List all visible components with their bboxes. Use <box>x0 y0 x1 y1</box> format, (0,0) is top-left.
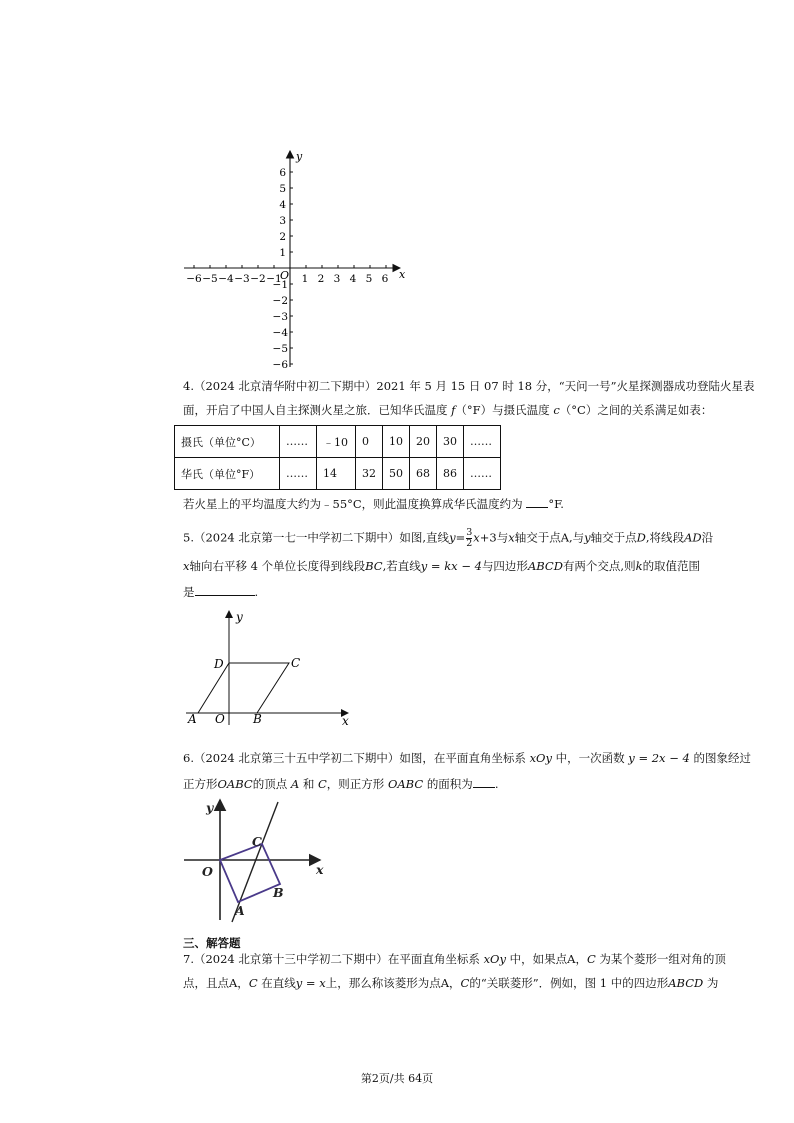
y-axis-label: y <box>206 800 214 815</box>
y-tick-label: 2 <box>279 231 286 243</box>
table-cell: 86 <box>437 458 464 490</box>
table-cell: …… <box>464 458 501 490</box>
answer-blank[interactable] <box>473 775 495 788</box>
x-axis-label: x <box>316 862 324 877</box>
answer-blank[interactable] <box>526 495 548 508</box>
q5-text-line-1: 5.（2024 北京第一七一中学初二下期中）如图,直线y= $\frac{3}{2}$ x+3与x轴交于点A,与y轴交于点D,将线段AD沿 <box>183 527 714 549</box>
q5-text-line-3: 是 . <box>183 585 259 599</box>
x-axis-label: x <box>342 714 349 727</box>
table-cell: 14 <box>317 458 356 490</box>
q4-text-line-2: 面，开启了中国人自主探测火星之旅．已知华氏温度 f（°F）与摄氏温度 c（°C）之间的关系满足如表： <box>183 403 713 417</box>
table-cell: 50 <box>383 458 410 490</box>
y-tick-label: 3 <box>279 215 286 227</box>
point-c-label: C <box>291 656 301 670</box>
x-tick-label: 3 <box>333 273 341 285</box>
answer-blank[interactable] <box>195 583 255 596</box>
table-cell: 摄氏（单位°C） <box>175 426 280 458</box>
table-cell: ﹣10 <box>317 426 356 458</box>
table-cell: 华氏（单位°F） <box>175 458 280 490</box>
table-cell: …… <box>280 458 317 490</box>
square-oabc <box>220 844 280 902</box>
table-cell: …… <box>280 426 317 458</box>
table-cell: 68 <box>410 458 437 490</box>
table-cell: 32 <box>356 458 383 490</box>
y-tick-label: −5 <box>272 343 288 355</box>
y-axis-label: y <box>236 610 243 624</box>
table-cell: 30 <box>437 426 464 458</box>
x-tick-label: 5 <box>365 273 373 285</box>
y-tick-label: 5 <box>279 183 286 195</box>
table-row-celsius <box>175 426 501 458</box>
y-axis-label: y <box>296 150 303 163</box>
coordinate-axes-figure <box>178 145 410 373</box>
point-b-label: B <box>253 712 262 726</box>
temperature-table <box>174 425 501 490</box>
q7-text-line-1: 7.（2024 北京第十三中学初二下期中）在平面直角坐标系 xOy 中，如果点A，C 为某个菱形一组对角的顶 <box>183 952 726 966</box>
table-row-fahrenheit <box>175 458 501 490</box>
point-d-label: D <box>214 657 224 671</box>
y-tick-label: −4 <box>272 327 288 339</box>
y-tick-label: 1 <box>279 247 286 259</box>
x-tick-label: 6 <box>381 273 389 285</box>
x-tick-label: −5 <box>202 273 218 285</box>
x-tick-label: −4 <box>218 273 234 285</box>
y-tick-label: 6 <box>279 167 286 179</box>
x-axis-label: x <box>399 268 406 281</box>
x-tick-label: 1 <box>301 273 309 285</box>
q7-text-line-2: 点，且点A，C 在直线y = x上，那么称该菱形为点A，C的“关联菱形”．例如，图 1 中的四边形ABCD 为 <box>183 976 719 990</box>
q5-text-line-2: x轴向右平移 4 个单位长度得到线段BC,若直线y = kx − 4与四边形ABCD有两个交点,则k的取值范围 <box>183 559 701 573</box>
origin-label: O <box>215 712 225 726</box>
point-a-label: A <box>188 712 197 726</box>
y-tick-label: −1 <box>272 279 288 291</box>
fraction: $\frac{3}{2}$ <box>466 527 473 549</box>
q6-text-line-1: 6.（2024 北京第三十五中学初二下期中）如图，在平面直角坐标系 xOy 中，一次函数 y = 2x − 4 的图象经过 <box>183 751 751 765</box>
q4-after-table: 若火星上的平均温度大约为﹣55°C，则此温度换算成华氏温度约为 °F. <box>183 497 564 511</box>
point-b-label: B <box>273 885 284 900</box>
x-tick-label: 4 <box>349 273 357 285</box>
point-c-label: C <box>252 834 262 849</box>
point-a-label: A <box>235 903 245 918</box>
y-tick-label: −6 <box>272 359 288 371</box>
q6-text-line-2: 正方形OABC的顶点 A 和 C，则正方形 OABC 的面积为 . <box>183 777 499 791</box>
x-tick-label: −1 <box>266 273 282 285</box>
y-tick-label: −3 <box>272 311 288 323</box>
parallelogram-figure <box>180 605 360 727</box>
table-cell: 0 <box>356 426 383 458</box>
x-tick-label: −6 <box>186 273 202 285</box>
table-cell: 10 <box>383 426 410 458</box>
section-title: 三、解答题 <box>183 936 241 950</box>
table-cell: 20 <box>410 426 437 458</box>
square-figure <box>180 796 330 932</box>
page-footer: 第2页/共 64页 <box>360 1072 434 1085</box>
x-tick-label: −3 <box>234 273 250 285</box>
origin-label: O <box>202 864 213 879</box>
y-tick-label: −2 <box>272 295 288 307</box>
x-tick-label: 2 <box>317 273 325 285</box>
q4-text-line-1: 4.（2024 北京清华附中初二下期中）2021 年 5 月 15 日 07 时 18 分，“天问一号”火星探测器成功登陆火星表 <box>183 379 755 393</box>
y-tick-label: 4 <box>279 199 286 211</box>
parallelogram-abcd <box>198 663 289 713</box>
table-cell: …… <box>464 426 501 458</box>
x-tick-label: −2 <box>250 273 266 285</box>
origin-label: O <box>280 269 290 282</box>
